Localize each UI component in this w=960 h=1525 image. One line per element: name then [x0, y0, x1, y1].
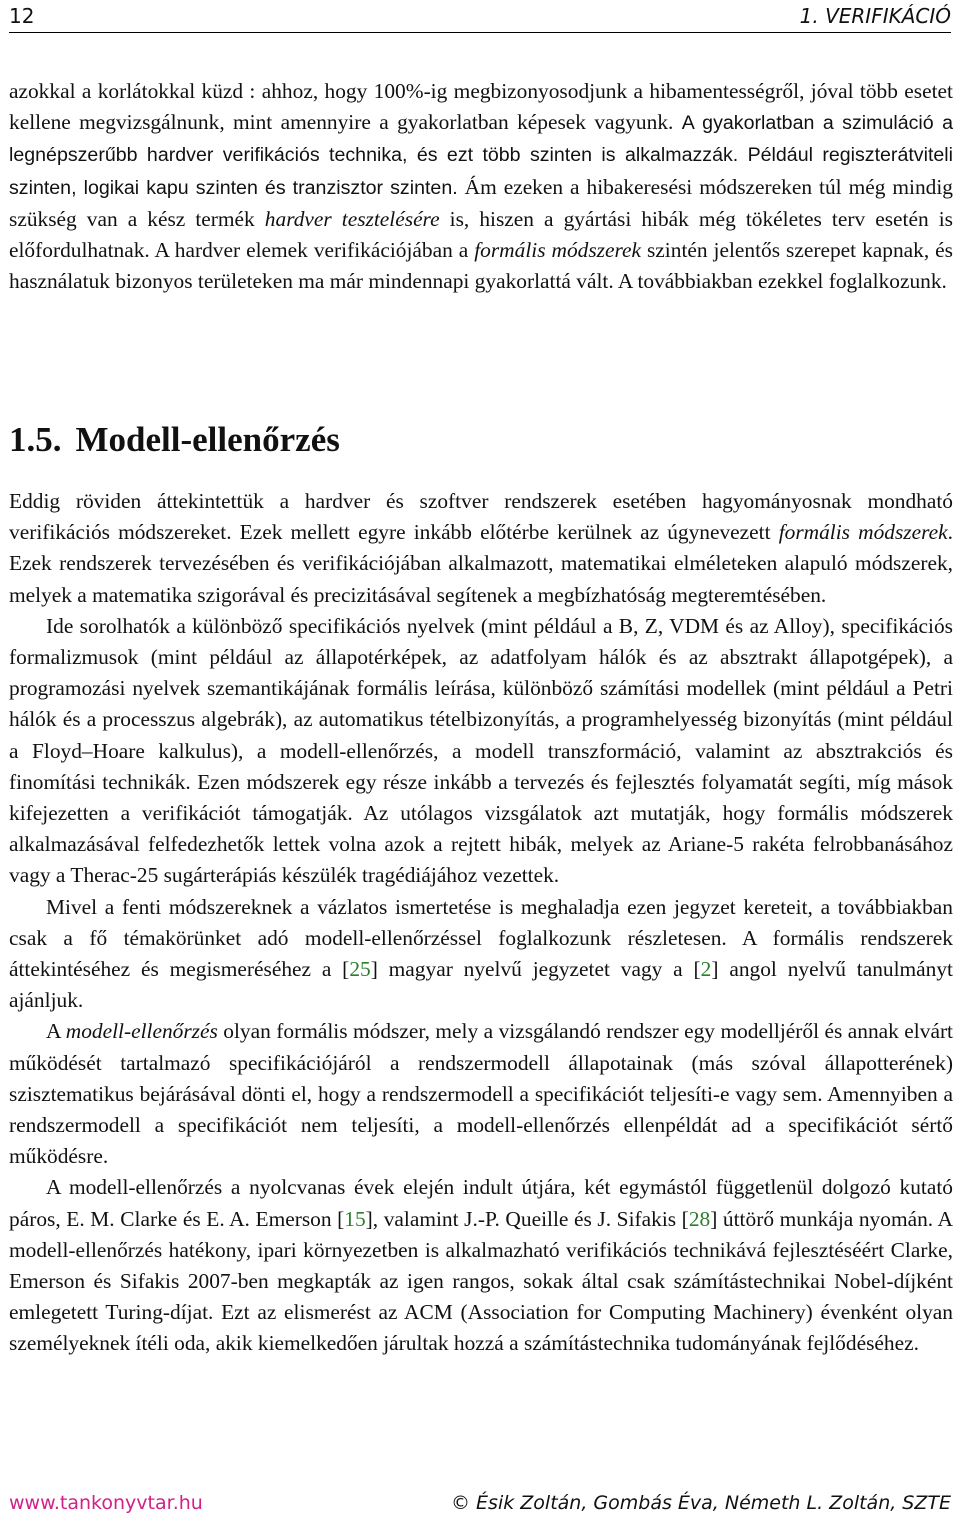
paragraph-4: A modell-ellenőrzés olyan formális módszer, mely a vizsgálandó rendszer egy modelljéről és annak elvárt működését tartalmazó specifikációjáról a rendszermodell állapotainak (más szóval állapotterének) szisztematikus bejárásával dönti el, hogy a rendszermodell a specifikációt teljesíti-e vagy sem. Amennyiben a rendszermodell a specifikációt nem teljesíti, a modell-ellenőrzés ellenpéldát ad a specifikációt sértő működésre. — [9, 1019, 954, 1169]
citation-25[interactable]: 25 — [349, 957, 371, 982]
intro-sentence-3b: is, hiszen a gyártási hibák még tökéletes terv esetén is előfordulhatnak. A hardver elemek verifikációjában a — [9, 206, 953, 263]
page-number: 12 — [9, 4, 35, 28]
emphasis-formal-methods: formális módszerek — [474, 238, 642, 263]
section-title: Modell-ellenőrzés — [75, 420, 340, 459]
citation-28[interactable]: 28 — [688, 1206, 711, 1231]
paragraph-2: Ide sorolhatók a különböző specifikációs nyelvek (mint például a B, Z, VDM és az Alloy), specifikációs formalizmusok (mint például az állapotérképek, az adatfolyam hálók és az absztrakt állapotgépek), a programozási nyelvek szemantikájának formális leírása, különböző számítási modellek (mint például a Petri hálók és a processzus algebrák), az automatikus tételbizonyítás, a programhelyesség bizonyítás (mint például a Floyd–Hoare kalkulus), a modell-ellenőrzés, a modell transzformáció, valamint az absztrakciós és finomítási technikák. Ezen módszerek egy része inkább a tervezés és fejlesztés folyamatát segíti, míg mások kifejezetten a verifikációt támogatják. Az utólagos vizsgálatok azt mutatják, hogy formális módszerek alkalmazásával felfedezhetők lettek volna azok a rejtett hibák, melyek az Ariane-5 rakéta felrobbanásához vagy a Therac-25 sugárterápiás készülék tragédiájához vezettek. — [9, 613, 953, 888]
intro-sentence-2: A gyakorlatban a szimuláció a legnépszerűbb hardver verifikációs technika, és ezt több szinten is alkalmazzák. Például regiszterátviteli szinten, logikai kapu szinten és tranzisztor szinten. — [9, 112, 953, 199]
emphasis-formal-methods-2: formális módszerek — [778, 520, 948, 545]
intro-sentence-3c: szintén jelentős szerepet kapnak, és használatuk bizonyos területeken ma már mindennapi gyakorlattá vált. A továbbiakban ezekkel foglalkozunk. — [9, 238, 953, 294]
citation-2[interactable]: 2 — [700, 957, 712, 982]
emphasis-model-checking: modell-ellenőrzés — [65, 1019, 218, 1044]
intro-sentence-1: azokkal a korlátokkal küzd : ahhoz, hogy 100%-ig megbizonyosodjunk a hibamentességről, jóval több esetet kellene megvizsgálnunk, mint amennyire a gyakorlatban képesek vagyunk. — [9, 79, 953, 135]
section-body — [9, 486, 953, 1360]
running-header — [9, 0, 951, 33]
intro-paragraph — [9, 76, 953, 297]
paragraph-1: Eddig röviden áttekintettük a hardver és szoftver rendszerek esetében hagyományosnak mondható verifikációs módszereket. Ezek mellett egyre inkább előtérbe kerülnek az úgynevezett formális módszerek. Ezek rendszerek tervezésében és verifikációjában alkalmazott, matematikai elméleteken alapuló módszerek, melyek a matematika szigorával és precizitásával segítenek a megbízhatóság megteremtésében. — [9, 489, 953, 607]
section-heading — [9, 418, 340, 462]
intro-sentence-3a: Ám ezeken a hibakeresési módszereken túl még mindig szükség van a kész termék — [9, 174, 953, 231]
section-number: 1.5. — [9, 420, 62, 459]
emphasis-hardware-testing: hardver tesztelésére — [264, 206, 440, 231]
copyright-notice: © Ésik Zoltán, Gombás Éva, Németh L. Zoltán, SZTE — [451, 1492, 951, 1514]
website-link[interactable]: www.tankonyvtar.hu — [9, 1492, 203, 1514]
citation-15[interactable]: 15 — [344, 1206, 366, 1231]
paragraph-3: Mivel a fenti módszereknek a vázlatos ismertetése is meghaladja ezen jegyzet kereteit, a továbbiakban csak a fő témakörünket adó modell-ellenőrzéssel foglalkozunk részletesen. A formális rendszerek áttekintéséhez és megismeréséhez a [25] magyar nyelvű jegyzetet vagy a [2] angol nyelvű tanulmányt ajánljuk. — [9, 894, 953, 1013]
paragraph-5: A modell-ellenőrzés a nyolcvanas évek elején indult útjára, két egymástól függetlenül dolgozó kutató páros, E. M. Clarke és E. A. Emerson [15], valamint J.-P. Queille és J. Sifakis [28] úttörő munkája nyomán. A modell-ellenőrzés hatékony, ipari környezetben is alkalmazható verifikációs technikává fejlesztéséért Clarke, Emerson és Sifakis 2007-ben megkapták az igen rangos, sokak által csak számítástechnikai Nobel-díjként emlegetett Turing-díjat. Ezt az elismerést az ACM (Association for Computing Machinery) évenként olyan személyeknek ítéli oda, akik kiemelkedően járultak hozzá a számítástechnika tudományának fejlődéséhez. — [9, 1175, 953, 1356]
chapter-title: 1. VERIFIKÁCIÓ — [799, 4, 951, 28]
